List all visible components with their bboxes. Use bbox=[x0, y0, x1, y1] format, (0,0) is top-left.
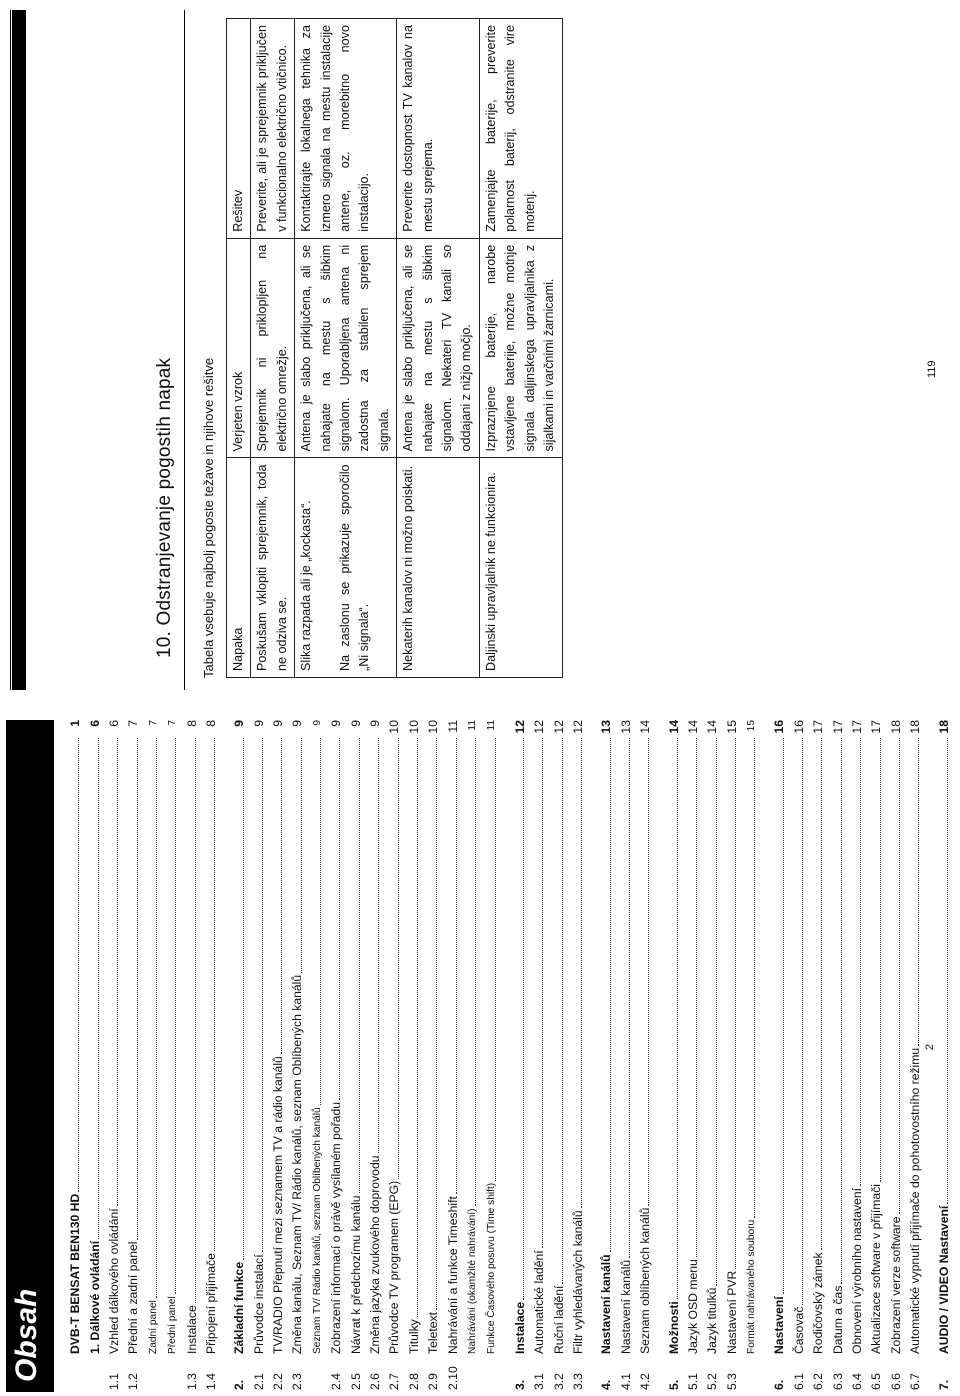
toc-entry bbox=[824, 720, 843, 1390]
table-of-contents bbox=[62, 720, 950, 1390]
obsah-title: Obsah bbox=[10, 1288, 43, 1382]
toc-entry bbox=[140, 720, 159, 1390]
toc-entry-title: Návrat k předchozímu kanálu bbox=[348, 1195, 363, 1354]
toc-entry bbox=[178, 720, 197, 1390]
toc-entry-title: TV/RADIO Přepnutí mezi seznamem TV a rádio kanálů bbox=[271, 1056, 286, 1354]
toc-entry bbox=[593, 720, 612, 1390]
toc-entry bbox=[478, 720, 497, 1390]
toc-leader-dots bbox=[899, 738, 900, 1214]
toc-entry-page: 10 bbox=[426, 720, 441, 734]
toc-leader-dots bbox=[562, 738, 563, 1284]
toc-entry-page: 12 bbox=[570, 720, 585, 734]
toc-entry bbox=[159, 720, 178, 1390]
toc-entry bbox=[844, 720, 863, 1390]
page-number-left: 2 bbox=[924, 1043, 936, 1051]
toc-entry bbox=[120, 720, 139, 1390]
toc-leader-dots bbox=[802, 738, 803, 1305]
left-page bbox=[0, 698, 960, 1396]
toc-entry-number: 5. bbox=[666, 1379, 681, 1390]
toc-entry bbox=[265, 720, 284, 1390]
toc-entry bbox=[613, 720, 632, 1390]
problem-cell bbox=[295, 458, 397, 678]
toc-entry-page: 9 bbox=[232, 720, 247, 727]
toc-entry-title: Formát nahrávaného souboru bbox=[746, 1219, 758, 1354]
toc-entry-title: Jazyk titulků bbox=[705, 1287, 720, 1354]
toc-entry bbox=[766, 720, 785, 1390]
toc-entry-page: 14 bbox=[666, 720, 681, 734]
toc-entry-title: Průvodce TV programem (EPG) bbox=[387, 1180, 402, 1354]
toc-entry-number: 2. bbox=[232, 1379, 247, 1390]
toc-entry-page: 9 bbox=[290, 720, 305, 727]
toc-entry-title: Nahrávání (okamžité nahrávání) bbox=[467, 1208, 478, 1354]
toc-leader-dots bbox=[735, 738, 736, 1269]
toc-entry-page: 14 bbox=[705, 720, 720, 734]
toc-entry-title: Filtr vyhledávaných kanálů bbox=[570, 1210, 585, 1354]
toc-entry-page: 15 bbox=[746, 720, 758, 732]
problem-text: Daljinski upravljalnik ne funkcionira. bbox=[483, 472, 498, 671]
toc-leader-dots bbox=[648, 738, 649, 1206]
toc-leader-dots bbox=[456, 738, 457, 1194]
toc-entry-title: Seznam oblíbených kanálů bbox=[638, 1207, 653, 1354]
paragraph-gap bbox=[317, 464, 336, 671]
toc-entry bbox=[565, 720, 584, 1390]
toc-entry-page: 11 bbox=[467, 720, 478, 731]
toc-entry-page: 11 bbox=[445, 720, 460, 733]
toc-entry bbox=[198, 720, 217, 1390]
toc-leader-dots bbox=[495, 738, 496, 1181]
toc-entry-title: Zadní panel bbox=[147, 1300, 159, 1354]
toc-entry bbox=[883, 720, 902, 1390]
toc-entry-title: Teletext bbox=[426, 1311, 441, 1354]
toc-entry bbox=[81, 720, 100, 1390]
toc-leader-dots bbox=[677, 738, 678, 1299]
toc-entry-title: Aktualizace software v přijímači bbox=[869, 1183, 884, 1354]
column-header: Napaka bbox=[227, 458, 251, 678]
toc-entry-page: 11 bbox=[486, 720, 498, 731]
toc-leader-dots bbox=[841, 738, 842, 1284]
toc-entry-number: 2.9 bbox=[426, 1373, 441, 1390]
toc-entry-page: 17 bbox=[830, 720, 845, 734]
toc-entry bbox=[632, 720, 651, 1390]
solution-cell: Preverite, ali je sprejemnik priključen v funkcionalno električno vtičnico. bbox=[251, 19, 295, 239]
toc-leader-dots bbox=[195, 738, 196, 1303]
toc-entry-number: 1.3 bbox=[184, 1373, 199, 1390]
toc-entry-page: 10 bbox=[406, 720, 421, 734]
toc-entry-number: 6. bbox=[772, 1379, 787, 1390]
obsah-header-bar bbox=[6, 720, 52, 1392]
toc-leader-dots bbox=[581, 738, 582, 1208]
toc-entry-page: 13 bbox=[599, 720, 614, 734]
toc-entry-number: 4.2 bbox=[638, 1373, 653, 1390]
toc-leader-dots bbox=[860, 738, 861, 1186]
toc-entry-number: 3.3 bbox=[570, 1373, 585, 1390]
toc-entry bbox=[304, 720, 323, 1390]
toc-entry-title: Automatické vypnutí přijímače do pohotovostního režimu bbox=[908, 1047, 923, 1354]
toc-entry-number: 4. bbox=[599, 1379, 614, 1390]
toc-entry-number: 6.4 bbox=[850, 1373, 865, 1390]
toc-entry bbox=[439, 720, 458, 1390]
toc-leader-dots bbox=[359, 738, 360, 1193]
toc-entry-number: 2.1 bbox=[251, 1373, 266, 1390]
toc-entry-title: Funkce Časového posuvu (Time shift) bbox=[486, 1182, 498, 1354]
toc-entry-title: Základní funkce bbox=[232, 1261, 247, 1354]
toc-entry-title: Změna jazyka zvukového doprovodu bbox=[368, 1155, 383, 1354]
toc-entry-title: Nastavení bbox=[772, 1296, 787, 1354]
toc-leader-dots bbox=[339, 738, 340, 1100]
header-bar bbox=[12, 10, 26, 690]
toc-entry-number: 5.3 bbox=[724, 1373, 739, 1390]
toc-entry-title: Změna kanálu, Seznam TV/ Rádio kanálů, seznam Oblíbených kanálů bbox=[290, 974, 305, 1354]
toc-entry-page: 16 bbox=[772, 720, 787, 734]
toc-leader-dots bbox=[475, 738, 476, 1206]
toc-entry-page: 17 bbox=[869, 720, 884, 734]
toc-entry-title: Seznam TV/ Rádio kanálů, seznam Oblíbených kanálů bbox=[311, 1107, 323, 1354]
toc-entry-title: Přední a zadní panel bbox=[126, 1241, 141, 1354]
toc-entry-page: 7 bbox=[167, 720, 179, 726]
table-row bbox=[479, 19, 562, 678]
toc-entry-page: 12 bbox=[532, 720, 547, 734]
section-title: 10. Odstranjevanje pogostih napak bbox=[154, 357, 175, 658]
toc-entry-number: 2.2 bbox=[271, 1373, 286, 1390]
toc-entry-page: 12 bbox=[551, 720, 566, 734]
toc-entry-number: 5.1 bbox=[685, 1373, 700, 1390]
toc-entry bbox=[459, 720, 478, 1390]
toc-entry-title: Instalace bbox=[512, 1301, 527, 1354]
toc-entry-title: Nastavení kanálů bbox=[599, 1254, 614, 1354]
solution-cell: Preverite dostopnost TV kanalov na mestu sprejema. bbox=[397, 19, 480, 239]
toc-leader-dots bbox=[436, 738, 437, 1310]
toc-leader-dots bbox=[783, 738, 784, 1294]
toc-entry-number: 2.6 bbox=[368, 1373, 383, 1390]
toc-entry-title: Možnosti bbox=[666, 1301, 681, 1354]
toc-leader-dots bbox=[117, 738, 118, 1206]
problem-cell bbox=[397, 458, 480, 678]
toc-leader-dots bbox=[281, 738, 282, 1054]
toc-entry bbox=[362, 720, 381, 1390]
toc-entry-page: 16 bbox=[791, 720, 806, 734]
title-rule bbox=[184, 10, 185, 690]
toc-entry-number: 2.10 bbox=[445, 1366, 460, 1390]
toc-leader-dots bbox=[137, 738, 138, 1240]
toc-entry-page: 10 bbox=[387, 720, 402, 734]
toc-leader-dots bbox=[918, 738, 919, 1046]
toc-entry bbox=[863, 720, 882, 1390]
toc-entry-title: Jazyk OSD menu bbox=[685, 1259, 700, 1354]
toc-leader-dots bbox=[610, 738, 611, 1252]
solution-cell: Zamenjajte baterije, preverite polarnost baterij, odstranite vire motenj. bbox=[479, 19, 562, 239]
toc-entry-page: 9 bbox=[251, 720, 266, 727]
toc-entry-title: DVB-T BENSAT BEN130 HD bbox=[68, 1193, 83, 1354]
toc-leader-dots bbox=[398, 738, 399, 1179]
toc-entry-page: 8 bbox=[203, 720, 218, 727]
toc-leader-dots bbox=[716, 738, 717, 1286]
toc-entry-number: 1.1 bbox=[106, 1373, 121, 1390]
toc-entry-number: 3.2 bbox=[551, 1373, 566, 1390]
toc-leader-dots bbox=[754, 738, 755, 1218]
problem-cell bbox=[479, 458, 562, 678]
toc-entry bbox=[680, 720, 699, 1390]
toc-leader-dots bbox=[417, 738, 418, 1317]
toc-entry-page: 9 bbox=[271, 720, 286, 727]
toc-entry bbox=[660, 720, 679, 1390]
toc-entry-number: 7. bbox=[936, 1379, 951, 1390]
toc-entry-number: 2.7 bbox=[387, 1373, 402, 1390]
toc-entry-page: 1 bbox=[68, 720, 83, 727]
toc-entry-title: Instalace bbox=[184, 1305, 199, 1354]
toc-entry bbox=[381, 720, 400, 1390]
toc-entry-title: Časovač bbox=[791, 1306, 806, 1354]
toc-entry bbox=[902, 720, 921, 1390]
toc-entry-title: Zobrazení informací o právě vysílaném pořadu bbox=[329, 1102, 344, 1354]
intro-text: Tabela vsebuje najbolj pogoste težave in njihove rešitve bbox=[201, 357, 216, 678]
column-header: Verjeten vzrok bbox=[227, 238, 251, 458]
toc-entry-title: AUDIO / VIDEO Nastavení bbox=[936, 1205, 951, 1354]
toc-entry bbox=[545, 720, 564, 1390]
toc-entry bbox=[507, 720, 526, 1390]
toc-leader-dots bbox=[175, 738, 176, 1294]
toc-entry-number: 1.2 bbox=[126, 1373, 141, 1390]
page-number-right: 119 bbox=[926, 360, 938, 378]
toc-entry-number: 6.1 bbox=[791, 1373, 806, 1390]
toc-leader-dots bbox=[301, 738, 302, 973]
toc-entry bbox=[401, 720, 420, 1390]
toc-leader-dots bbox=[243, 738, 244, 1260]
toc-entry-page: 17 bbox=[811, 720, 826, 734]
cause-cell: Antena je slabo priključena, ali se nahajate na mestu s šibkim signalom. Nekateri TV kanali so oddajani z nižjo močjo. bbox=[397, 238, 480, 458]
toc-entry-page: 6 bbox=[87, 720, 102, 727]
cause-cell: Antena je slabo priključena, ali se nahajate na mestu s šibkim signalom. Uporabljena antena ni zadostna za stabilen sprejem signala. bbox=[295, 238, 397, 458]
toc-entry bbox=[62, 720, 81, 1390]
toc-leader-dots bbox=[696, 738, 697, 1257]
toc-entry-page: 7 bbox=[147, 720, 159, 726]
toc-leader-dots bbox=[378, 738, 379, 1154]
table-row bbox=[251, 19, 295, 678]
toc-entry-page: 12 bbox=[512, 720, 527, 734]
toc-entry-page: 14 bbox=[638, 720, 653, 734]
toc-leader-dots bbox=[78, 738, 79, 1192]
toc-entry-title: Přední panel bbox=[167, 1296, 179, 1354]
toc-leader-dots bbox=[214, 738, 215, 1251]
toc-entry bbox=[101, 720, 120, 1390]
header-rule-top bbox=[10, 10, 11, 690]
toc-entry-page: 9 bbox=[329, 720, 344, 727]
header-rule bbox=[52, 720, 54, 1392]
solution-cell: Kontaktirajte lokalnega tehnika za izmero signala na mestu instalacije antene, oz. morebitno novo instalacijo. bbox=[295, 19, 397, 239]
toc-entry-number: 6.3 bbox=[830, 1373, 845, 1390]
toc-entry-title: Automatické ladění bbox=[532, 1250, 547, 1354]
column-header: Rešitev bbox=[227, 19, 251, 239]
toc-entry-number: 5.2 bbox=[705, 1373, 720, 1390]
toc-entry bbox=[226, 720, 245, 1390]
toc-entry bbox=[699, 720, 718, 1390]
toc-entry-number: 3. bbox=[512, 1379, 527, 1390]
toc-entry-number: 1.4 bbox=[203, 1373, 218, 1390]
toc-entry-title: Nastavení kanálů bbox=[618, 1259, 633, 1354]
cause-cell: Izpraznjene baterije, narobe vstavljene baterije, možne motnje signala daljinskega upravljalnika z sijalkami in varčnimi žarnicami. bbox=[479, 238, 562, 458]
problem-text: Slika razpada ali je „kockasta“. bbox=[299, 500, 314, 671]
toc-entry-page: 18 bbox=[888, 720, 903, 734]
toc-entry-number: 3.1 bbox=[532, 1373, 547, 1390]
table-header-row bbox=[227, 19, 251, 678]
cause-cell: Sprejemnik ni priklopljen na električno omrežje. bbox=[251, 238, 295, 458]
toc-entry-page: 18 bbox=[908, 720, 923, 734]
toc-entry bbox=[420, 720, 439, 1390]
toc-entry-page: 9 bbox=[348, 720, 363, 727]
toc-entry-page: 6 bbox=[106, 720, 121, 727]
toc-entry-title: Obnovení výrobního nastavení bbox=[850, 1188, 865, 1354]
toc-leader-dots bbox=[629, 738, 630, 1258]
toc-entry-title: Titulky bbox=[406, 1319, 421, 1354]
toc-entry-title: Rodičovský zámek bbox=[811, 1252, 826, 1354]
toc-entry-number: 6.5 bbox=[869, 1373, 884, 1390]
toc-entry-title: Nahrávání a funkce Timeshift bbox=[445, 1196, 460, 1354]
toc-leader-dots bbox=[880, 738, 881, 1182]
table-row bbox=[295, 19, 397, 678]
toc-entry-title: Datum a čas bbox=[830, 1285, 845, 1354]
toc-entry-title: Zobrazení verze software bbox=[888, 1216, 903, 1354]
toc-entry-page: 9 bbox=[368, 720, 383, 727]
toc-entry-title: Vzhled dálkového ovládání bbox=[106, 1208, 121, 1354]
toc-entry-title: Průvodce instalací bbox=[251, 1254, 266, 1354]
toc-leader-dots bbox=[523, 738, 524, 1300]
toc-entry bbox=[323, 720, 342, 1390]
toc-entry-number: 6.6 bbox=[888, 1373, 903, 1390]
toc-entry-page: 8 bbox=[184, 720, 199, 727]
toc-entry-number: 2.8 bbox=[406, 1373, 421, 1390]
toc-entry bbox=[246, 720, 265, 1390]
toc-leader-dots bbox=[821, 738, 822, 1250]
toc-entry-page: 13 bbox=[618, 720, 633, 734]
problem-text: Na zaslonu se prikazuje sporočilo „Ni signala“. bbox=[337, 464, 372, 671]
toc-entry-number: 4.1 bbox=[618, 1373, 633, 1390]
toc-entry-page: 9 bbox=[311, 720, 323, 726]
toc-entry bbox=[719, 720, 738, 1390]
problem-text: Poskušam vklopiti sprejemnik, toda ne odziva se. bbox=[255, 464, 289, 671]
problem-text: Nekaterih kanalov ni možno poiskati. bbox=[401, 465, 416, 671]
toc-entry-number: 2.3 bbox=[290, 1373, 305, 1390]
toc-entry-title: 1. Dálkové ovládání bbox=[87, 1240, 102, 1354]
troubleshooting-table bbox=[226, 18, 563, 678]
toc-entry bbox=[786, 720, 805, 1390]
table-row bbox=[397, 19, 480, 678]
problem-cell bbox=[251, 458, 295, 678]
toc-entry-number: 2.4 bbox=[329, 1373, 344, 1390]
toc-entry-number: 2.5 bbox=[348, 1373, 363, 1390]
toc-entry-number: 6.2 bbox=[811, 1373, 826, 1390]
toc-entry bbox=[342, 720, 361, 1390]
toc-entry-page: 18 bbox=[936, 720, 951, 734]
toc-leader-dots bbox=[320, 738, 321, 1105]
toc-leader-dots bbox=[98, 738, 99, 1239]
toc-entry-number: 6.7 bbox=[908, 1373, 923, 1390]
toc-entry-title: Nastavení PVR bbox=[724, 1270, 739, 1354]
toc-leader-dots bbox=[156, 738, 157, 1298]
toc-entry-title: Připojení přijímače bbox=[203, 1253, 218, 1354]
toc-leader-dots bbox=[542, 738, 543, 1248]
toc-entry-page: 7 bbox=[126, 720, 141, 727]
toc-entry-page: 17 bbox=[850, 720, 865, 734]
toc-leader-dots bbox=[262, 738, 263, 1252]
toc-entry-page: 14 bbox=[685, 720, 700, 734]
toc-entry bbox=[526, 720, 545, 1390]
toc-entry bbox=[805, 720, 824, 1390]
toc-entry bbox=[738, 720, 757, 1390]
toc-entry-title: Ruční ladění bbox=[551, 1285, 566, 1354]
toc-entry-page: 15 bbox=[724, 720, 739, 734]
toc-entry bbox=[284, 720, 303, 1390]
toc-leader-dots bbox=[947, 738, 948, 1204]
